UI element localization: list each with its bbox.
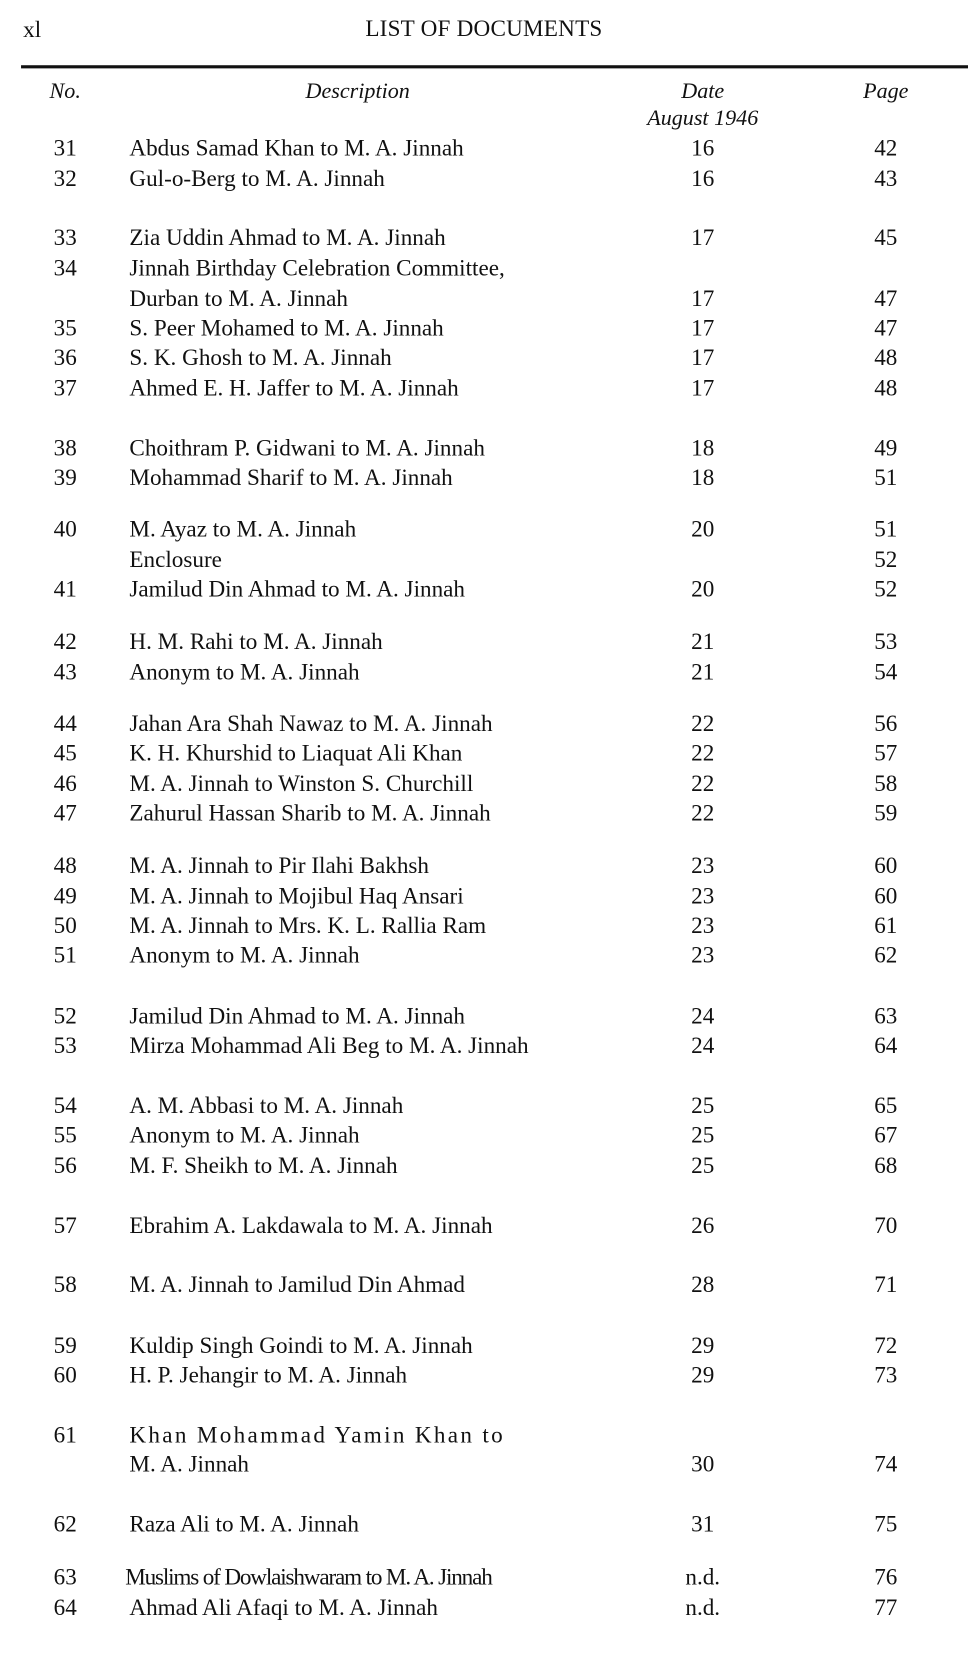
document-number: 56 — [53, 1151, 77, 1179]
document-number: 32 — [53, 165, 77, 192]
header-date-month: August 1946 — [647, 105, 759, 131]
table-row — [0, 884, 968, 909]
document-number: 45 — [53, 739, 77, 766]
document-date: 25 — [691, 1091, 715, 1119]
document-number: 49 — [53, 882, 77, 909]
document-date: 16 — [691, 165, 715, 192]
document-description: H. M. Rahi to M. A. Jinnah — [129, 628, 383, 655]
table-row — [0, 376, 968, 401]
document-number: 52 — [53, 1002, 77, 1029]
table-row — [0, 517, 968, 542]
document-date: 18 — [691, 463, 715, 491]
document-description: Anonym to M. A. Jinnah — [129, 1121, 360, 1148]
document-number: 48 — [53, 852, 77, 879]
table-row — [0, 660, 968, 685]
document-description: K. H. Khurshid to Liaquat Ali Khan — [129, 739, 463, 766]
document-number: 36 — [53, 344, 77, 371]
document-description: Abdus Samad Khan to M. A. Jinnah — [129, 134, 464, 161]
document-description: S. K. Ghosh to M. A. Jinnah — [129, 344, 392, 371]
table-row — [0, 286, 968, 311]
document-number: 34 — [53, 254, 77, 281]
document-description: Jamilud Din Ahmad to M. A. Jinnah — [129, 575, 465, 602]
table-row — [0, 1595, 968, 1620]
document-page-ref: 62 — [874, 941, 898, 968]
document-date: 30 — [691, 1450, 715, 1478]
document-description: M. A. Jinnah to Pir Ilahi Bakhsh — [129, 852, 429, 879]
document-page-ref: 47 — [874, 314, 898, 341]
document-page-ref: 57 — [874, 739, 898, 766]
document-date: 17 — [691, 374, 715, 401]
table-row — [0, 711, 968, 736]
document-description: Muslims of Dowlaishwaram to M. A. Jinnah — [125, 1563, 492, 1590]
document-date: 23 — [691, 882, 715, 909]
document-page-ref: 54 — [874, 658, 898, 685]
document-date: n.d. — [685, 1563, 721, 1590]
document-page-ref: 52 — [874, 575, 898, 602]
document-page-ref: 49 — [874, 434, 898, 461]
document-date: 22 — [691, 710, 715, 737]
document-description: Raza Ali to M. A. Jinnah — [129, 1510, 359, 1537]
table-row — [0, 1422, 968, 1447]
document-number: 44 — [53, 710, 77, 737]
document-page-ref: 74 — [874, 1450, 898, 1478]
table-row — [0, 629, 968, 654]
document-number: 47 — [53, 799, 77, 826]
document-page-ref: 51 — [874, 463, 898, 491]
document-page-ref: 75 — [874, 1510, 898, 1537]
document-date: 24 — [691, 1002, 715, 1029]
table-row — [0, 1033, 968, 1058]
document-description: H. P. Jehangir to M. A. Jinnah — [129, 1361, 408, 1388]
document-page-ref: 73 — [874, 1361, 898, 1388]
document-page-ref: 51 — [874, 515, 898, 542]
document-date: 29 — [691, 1361, 715, 1388]
document-description: Jinnah Birthday Celebration Committee, — [129, 254, 505, 281]
document-description: Anonym to M. A. Jinnah — [129, 658, 360, 685]
document-date: 29 — [691, 1331, 715, 1359]
page-title: LIST OF DOCUMENTS — [365, 14, 603, 42]
page-number: xl — [23, 15, 42, 43]
document-description: Enclosure — [129, 545, 222, 573]
document-description: Ebrahim A. Lakdawala to M. A. Jinnah — [129, 1211, 493, 1239]
document-date: 23 — [691, 912, 715, 939]
table-row — [0, 741, 968, 766]
document-page-ref: 48 — [874, 344, 898, 371]
document-page-ref: 58 — [874, 770, 898, 797]
document-number: 63 — [53, 1563, 77, 1590]
document-number: 40 — [53, 515, 77, 542]
document-description: Zahurul Hassan Sharib to M. A. Jinnah — [129, 799, 491, 826]
document-page-ref: 72 — [874, 1331, 898, 1359]
document-page-ref: 48 — [874, 374, 898, 401]
document-description: Khan Mohammad Yamin Khan to — [129, 1421, 505, 1448]
document-page-ref: 65 — [874, 1091, 898, 1119]
document-date: 25 — [691, 1151, 715, 1179]
document-number: 62 — [53, 1510, 77, 1537]
document-description: M. F. Sheikh to M. A. Jinnah — [129, 1151, 398, 1179]
document-description: Anonym to M. A. Jinnah — [129, 941, 360, 968]
document-description: M. Ayaz to M. A. Jinnah — [129, 515, 357, 542]
document-number: 54 — [53, 1091, 77, 1119]
document-date: 22 — [691, 770, 715, 797]
document-description: Durban to M. A. Jinnah — [129, 285, 348, 312]
document-description: M. A. Jinnah — [129, 1450, 249, 1478]
document-number: 46 — [53, 770, 77, 797]
document-date: 20 — [691, 575, 715, 602]
document-description: M. A. Jinnah to Winston S. Churchill — [129, 770, 474, 797]
header-rule — [21, 65, 968, 68]
document-date: 17 — [691, 224, 715, 251]
table-row — [0, 1452, 968, 1477]
table-row — [0, 136, 968, 161]
document-page-ref: 56 — [874, 710, 898, 737]
document-page-ref: 42 — [874, 134, 898, 161]
document-number: 33 — [53, 224, 77, 251]
document-date: 24 — [691, 1032, 715, 1059]
document-description: Jamilud Din Ahmad to M. A. Jinnah — [129, 1002, 465, 1029]
document-number: 51 — [53, 941, 77, 968]
table-row — [0, 225, 968, 250]
document-page-ref: 47 — [874, 285, 898, 312]
document-number: 58 — [53, 1270, 77, 1298]
table-row — [0, 853, 968, 878]
document-description: Ahmed E. H. Jaffer to M. A. Jinnah — [129, 374, 459, 401]
document-date: 17 — [691, 285, 715, 312]
table-row — [0, 1272, 968, 1297]
header-description: Description — [305, 77, 410, 104]
document-page-ref: 59 — [874, 799, 898, 826]
document-date: 23 — [691, 941, 715, 968]
document-number: 53 — [53, 1032, 77, 1059]
table-row — [0, 913, 968, 938]
document-page-ref: 68 — [874, 1151, 898, 1179]
table-row — [0, 1564, 968, 1589]
table-row — [0, 1362, 968, 1387]
document-date: 16 — [691, 134, 715, 161]
document-date: 22 — [691, 799, 715, 826]
document-description: Jahan Ara Shah Nawaz to M. A. Jinnah — [129, 710, 493, 737]
document-date: 17 — [691, 344, 715, 371]
document-number: 59 — [53, 1331, 77, 1359]
document-description: M. A. Jinnah to Mojibul Haq Ansari — [129, 882, 464, 909]
document-description: Choithram P. Gidwani to M. A. Jinnah — [129, 434, 485, 461]
document-date: 21 — [691, 658, 715, 685]
table-row — [0, 771, 968, 796]
document-page-ref: 61 — [874, 912, 898, 939]
table-row — [0, 316, 968, 341]
document-page-ref: 70 — [874, 1211, 898, 1239]
document-page-ref: 64 — [874, 1032, 898, 1059]
document-description: A. M. Abbasi to M. A. Jinnah — [129, 1091, 404, 1119]
document-number: 37 — [53, 374, 77, 401]
document-page-ref: 76 — [874, 1563, 898, 1590]
table-row — [0, 547, 968, 572]
document-number: 55 — [53, 1121, 77, 1148]
document-number: 35 — [53, 314, 77, 341]
document-date: 31 — [691, 1510, 715, 1537]
document-date: 22 — [691, 739, 715, 766]
document-number: 43 — [53, 658, 77, 685]
table-row — [0, 436, 968, 461]
table-row — [0, 345, 968, 370]
table-row — [0, 801, 968, 826]
document-page-ref: 71 — [874, 1270, 898, 1298]
document-page-ref: 67 — [874, 1121, 898, 1148]
document-page-ref: 45 — [874, 224, 898, 251]
table-row — [0, 1213, 968, 1238]
table-row — [0, 943, 968, 968]
document-date: 25 — [691, 1121, 715, 1148]
table-row — [0, 256, 968, 281]
header-date: Date — [681, 77, 725, 104]
document-description: Mohammad Sharif to M. A. Jinnah — [129, 463, 453, 491]
document-number: 50 — [53, 912, 77, 939]
document-number: 39 — [53, 463, 77, 491]
document-description: Mirza Mohammad Ali Beg to M. A. Jinnah — [129, 1032, 529, 1059]
document-number: 38 — [53, 434, 77, 461]
document-date: n.d. — [685, 1593, 721, 1621]
document-date: 21 — [691, 628, 715, 655]
document-number: 61 — [53, 1421, 77, 1448]
table-row — [0, 1333, 968, 1358]
document-date: 23 — [691, 852, 715, 879]
document-page-ref: 77 — [874, 1593, 898, 1621]
document-description: Zia Uddin Ahmad to M. A. Jinnah — [129, 224, 446, 251]
document-page-ref: 52 — [874, 545, 898, 573]
document-page-ref: 60 — [874, 852, 898, 879]
table-row — [0, 1004, 968, 1029]
document-description: Ahmad Ali Afaqi to M. A. Jinnah — [129, 1593, 438, 1621]
document-date: 18 — [691, 434, 715, 461]
document-date: 28 — [691, 1270, 715, 1298]
document-number: 57 — [53, 1211, 77, 1239]
document-number: 64 — [53, 1593, 77, 1621]
document-description: S. Peer Mohamed to M. A. Jinnah — [129, 314, 444, 341]
document-description: Gul-o-Berg to M. A. Jinnah — [129, 165, 385, 192]
table-row — [0, 1093, 968, 1118]
document-number: 41 — [53, 575, 77, 602]
document-description: M. A. Jinnah to Mrs. K. L. Rallia Ram — [129, 912, 487, 939]
table-row — [0, 166, 968, 191]
table-row — [0, 465, 968, 490]
document-page-ref: 53 — [874, 628, 898, 655]
table-row — [0, 1122, 968, 1147]
table-row — [0, 1512, 968, 1537]
table-row — [0, 576, 968, 601]
document-date: 17 — [691, 314, 715, 341]
document-page-ref: 43 — [874, 165, 898, 192]
header-no: No. — [49, 77, 81, 104]
document-date: 26 — [691, 1211, 715, 1239]
document-description: Kuldip Singh Goindi to M. A. Jinnah — [129, 1331, 473, 1359]
document-date: 20 — [691, 515, 715, 542]
table-row — [0, 1153, 968, 1178]
document-page-ref: 60 — [874, 882, 898, 909]
document-number: 31 — [53, 134, 77, 161]
document-page-ref: 63 — [874, 1002, 898, 1029]
document-description: M. A. Jinnah to Jamilud Din Ahmad — [129, 1270, 465, 1298]
document-number: 60 — [53, 1361, 77, 1388]
document-number: 42 — [53, 628, 77, 655]
header-page: Page — [863, 77, 909, 104]
